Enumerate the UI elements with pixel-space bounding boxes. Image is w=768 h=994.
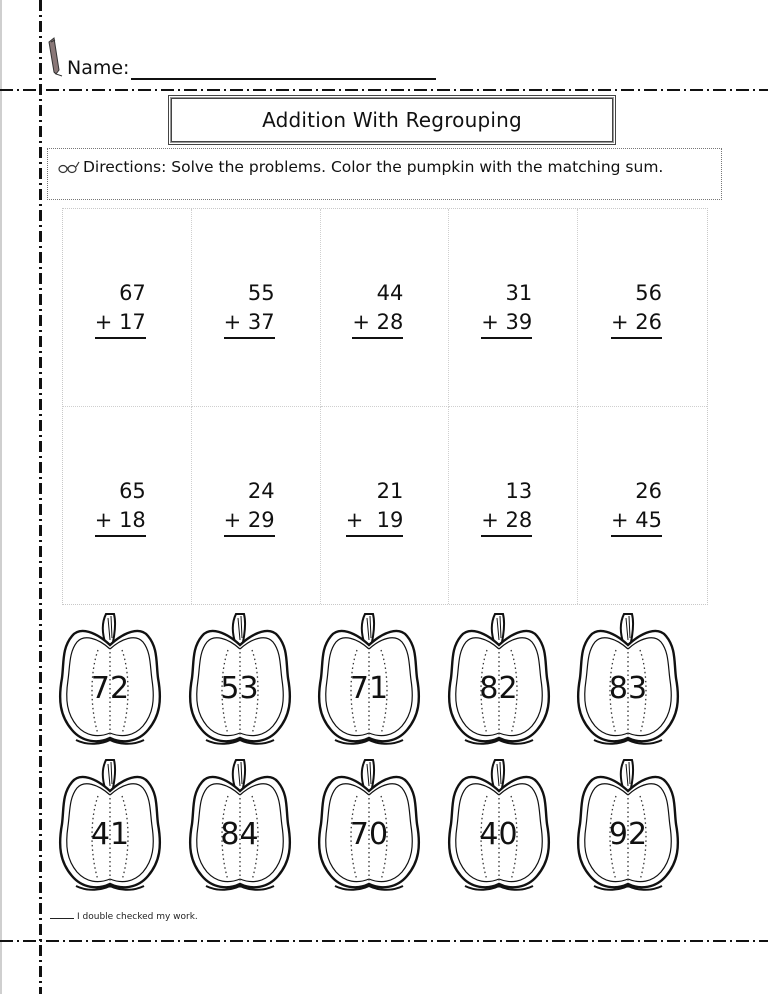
pumpkin-answer[interactable] [447, 758, 551, 894]
pumpkin-sum: 83 [608, 671, 648, 706]
addition-problem [346, 477, 404, 537]
addend-bottom: + 39 [481, 308, 532, 339]
pumpkin-sum: 92 [608, 817, 648, 852]
name-row [46, 34, 436, 80]
addend-top: 24 [247, 478, 275, 503]
addition-problem [224, 477, 275, 537]
double-check-line [50, 912, 198, 922]
pumpkin-answer[interactable] [576, 612, 680, 748]
problem-cell [578, 407, 707, 605]
pumpkin-answer[interactable] [576, 758, 680, 894]
pumpkin-answer[interactable] [447, 612, 551, 748]
cut-line-top [0, 89, 768, 91]
problem-cell [63, 407, 192, 605]
addend-top: 26 [635, 478, 662, 503]
addition-problem [481, 279, 532, 339]
problem-grid [62, 208, 708, 605]
addend-bottom: + 37 [224, 308, 275, 339]
pumpkin-row-2 [58, 758, 738, 894]
pumpkin-sum: 72 [90, 671, 130, 706]
double-check-text: I double checked my work. [77, 912, 198, 922]
addend-bottom: + 28 [481, 506, 532, 537]
addend-top: 67 [119, 281, 146, 305]
pumpkin-answer[interactable] [188, 758, 292, 894]
glasses-icon [58, 160, 80, 174]
addition-problem [611, 477, 662, 537]
addend-bottom: + 45 [611, 506, 662, 537]
directions-box [47, 148, 722, 200]
addend-bottom: + 18 [95, 506, 146, 537]
addition-problem [224, 279, 275, 339]
addend-bottom: + 29 [224, 506, 275, 537]
pumpkin-sum: 41 [90, 817, 130, 852]
name-label: Name: [67, 57, 130, 79]
problem-cell [321, 209, 450, 407]
pumpkin-sum: 82 [479, 671, 518, 706]
addition-problem [611, 279, 662, 339]
pumpkin-answer[interactable] [58, 758, 162, 894]
problem-cell [192, 407, 321, 605]
pumpkin-sum: 40 [479, 817, 518, 852]
problem-cell [449, 407, 578, 605]
addend-bottom: + 28 [352, 308, 403, 339]
name-field[interactable] [131, 58, 436, 80]
page-title: Addition With Regrouping [262, 108, 522, 132]
pumpkin-sum: 71 [349, 671, 389, 706]
addend-top: 13 [505, 478, 533, 503]
pumpkin-answer[interactable] [58, 612, 162, 748]
addition-problem [95, 477, 146, 537]
addend-top: 65 [119, 478, 146, 503]
problem-cell [321, 407, 450, 605]
pumpkin-answer[interactable] [317, 758, 421, 894]
addend-top: 21 [376, 478, 404, 503]
pumpkin-answer[interactable] [188, 612, 292, 748]
double-check-blank[interactable] [50, 918, 74, 919]
addition-problem [95, 279, 146, 339]
cut-line-bottom [0, 940, 768, 942]
problem-cell [578, 209, 707, 407]
pumpkin-answer[interactable] [317, 612, 421, 748]
problem-cell [449, 209, 578, 407]
pumpkin-sum: 84 [220, 817, 259, 852]
page-edge [0, 0, 2, 994]
pumpkin-sum: 70 [349, 817, 389, 852]
directions-text: Directions: Solve the problems. Color the pumpkin with the matching sum. [83, 158, 664, 176]
addend-top: 56 [635, 281, 662, 305]
addend-top: 31 [505, 281, 533, 305]
pumpkin-sum: 53 [220, 671, 259, 706]
problem-cell [192, 209, 321, 407]
addend-bottom: + 19 [346, 506, 404, 537]
addition-problem [352, 279, 403, 339]
addend-top: 55 [247, 281, 275, 305]
pumpkin-row-1 [58, 612, 738, 748]
addend-bottom: + 26 [611, 308, 662, 339]
cut-line-vertical [39, 0, 42, 994]
problem-cell [63, 209, 192, 407]
addend-top: 44 [376, 281, 404, 305]
addition-problem [481, 477, 532, 537]
addend-bottom: + 17 [95, 308, 146, 339]
title-box [168, 95, 616, 145]
pencil-icon [46, 36, 64, 80]
